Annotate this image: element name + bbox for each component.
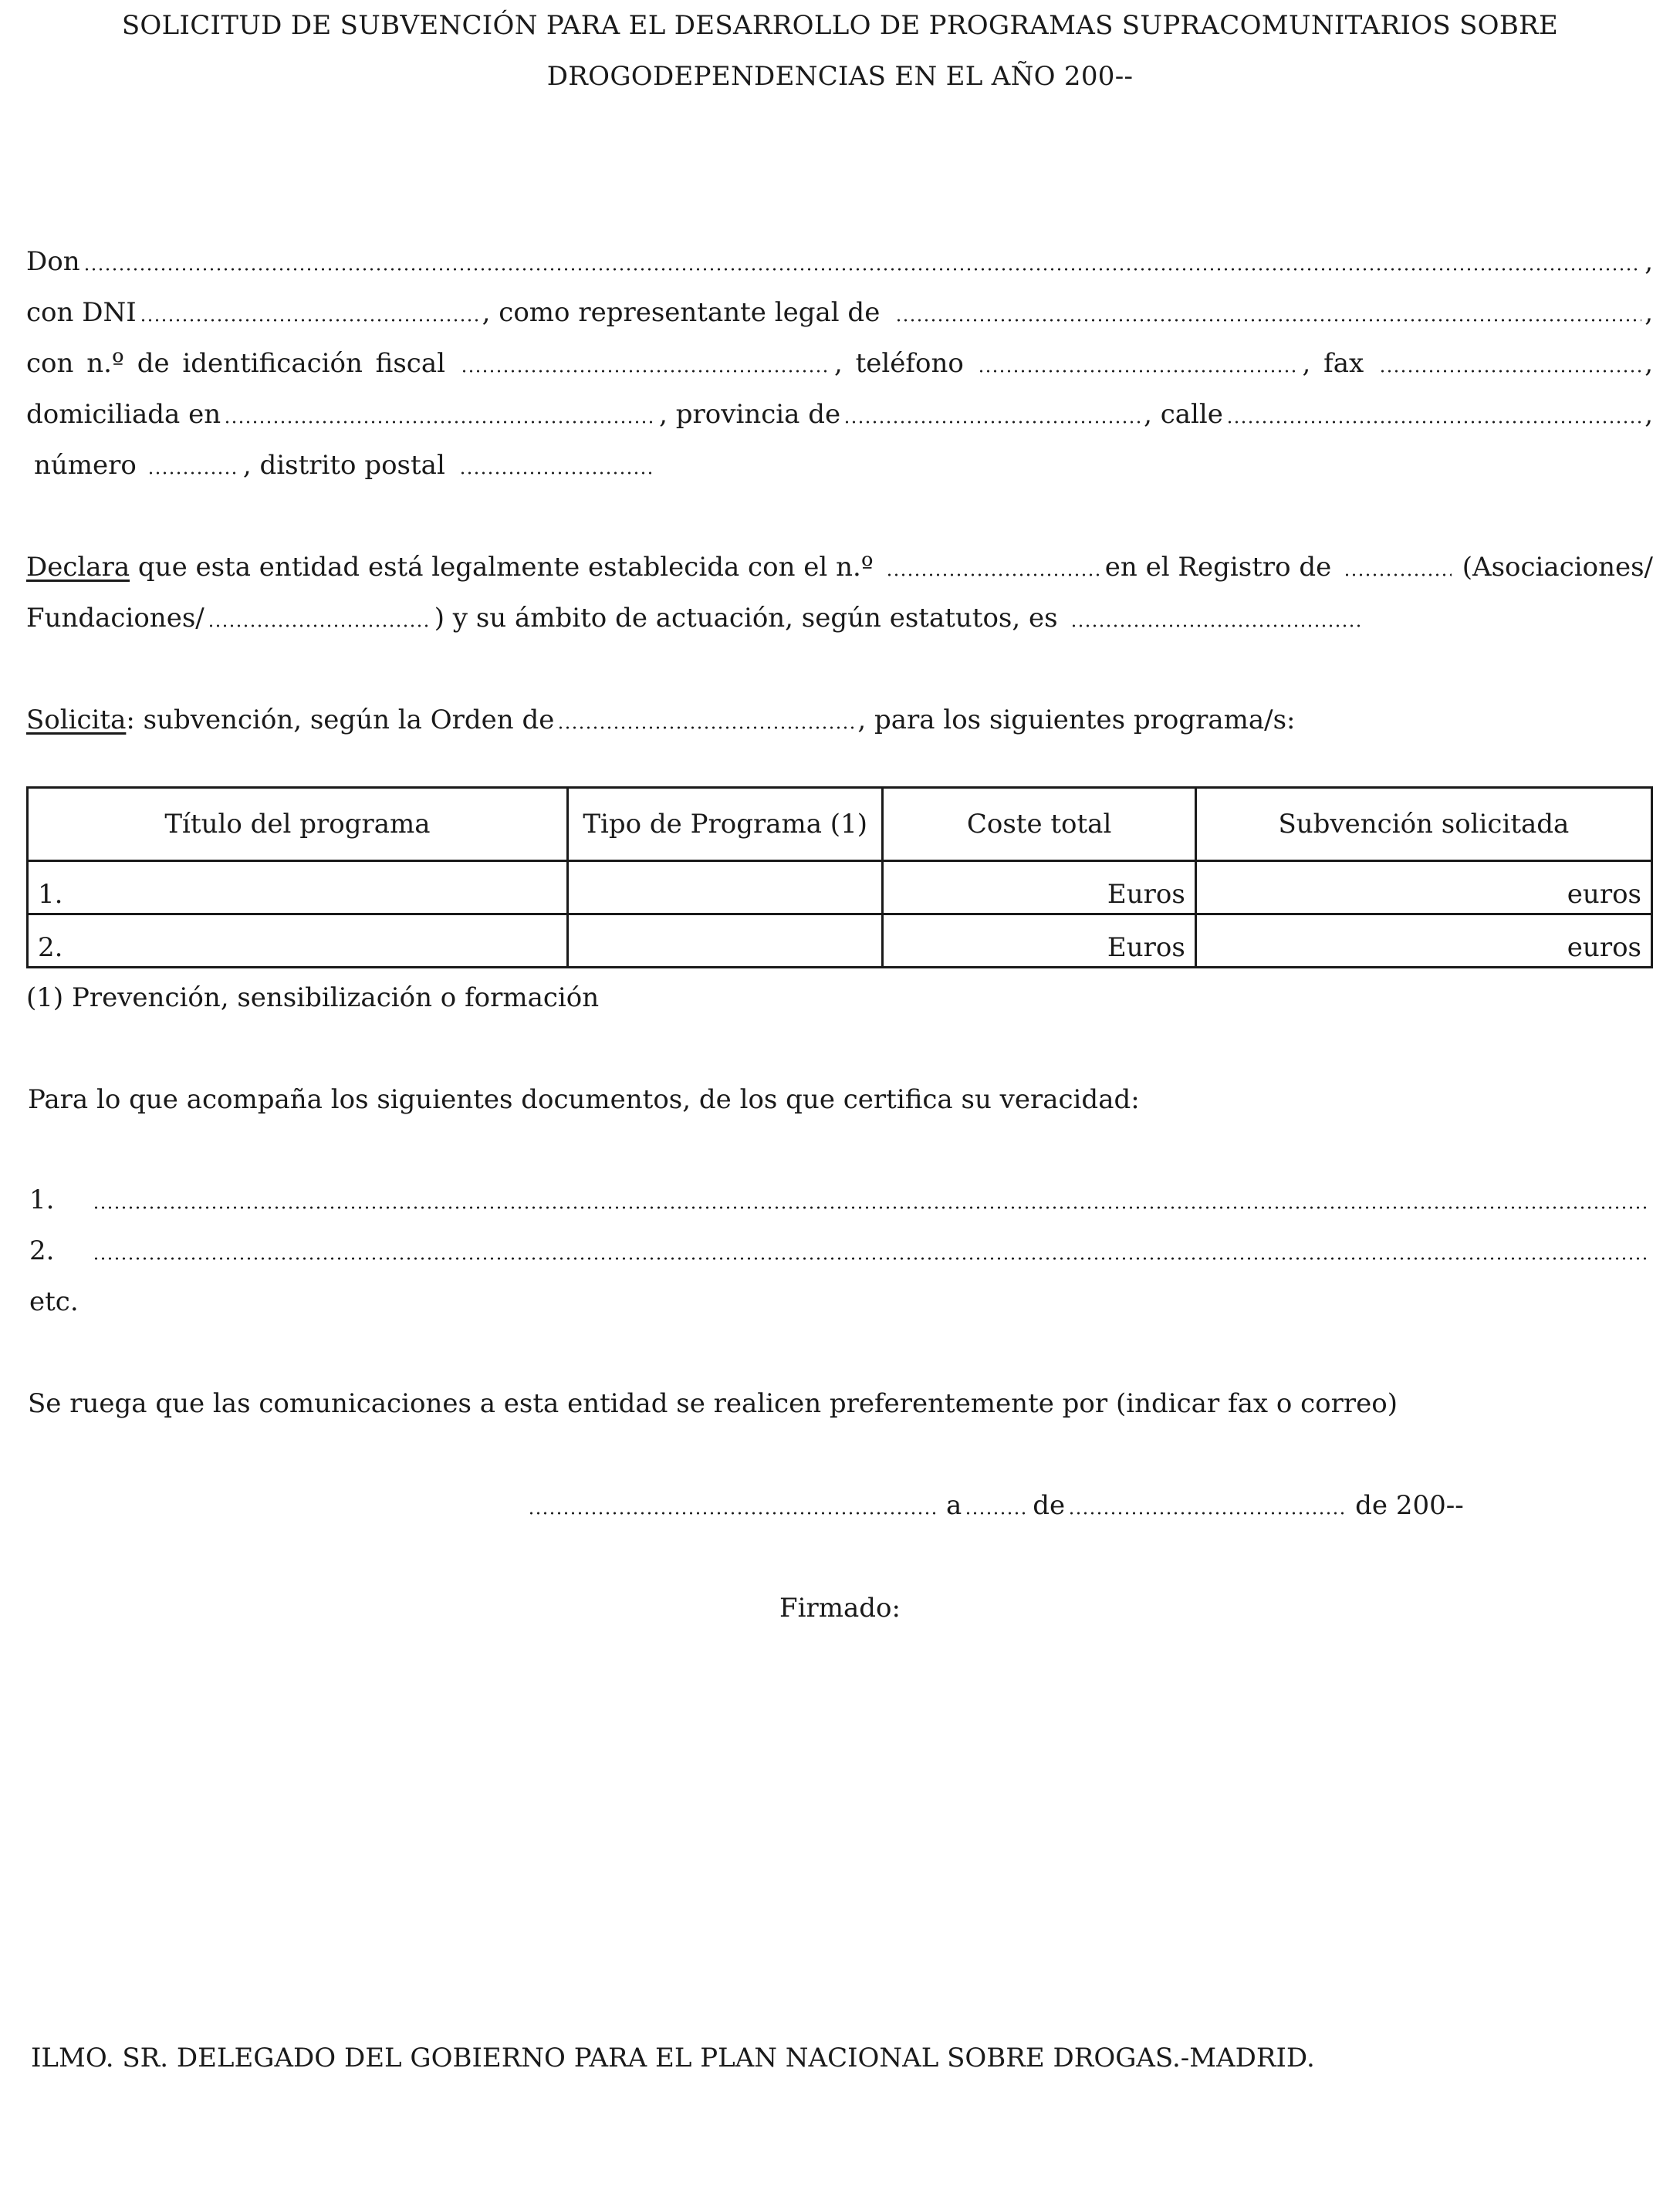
- label-solicita: Solicita: [26, 705, 127, 735]
- field-telefono[interactable]: [978, 370, 1300, 373]
- cell-titulo[interactable]: 2.: [28, 914, 568, 968]
- field-registro[interactable]: [1344, 573, 1451, 576]
- label-domiciliada: domiciliada en: [26, 399, 221, 430]
- field-lugar[interactable]: [528, 1512, 937, 1515]
- comma: ,: [1645, 399, 1653, 430]
- signature-label: Firmado:: [779, 1593, 901, 1624]
- label-representante: , como representante legal de: [482, 297, 881, 328]
- field-entity-name[interactable]: [895, 319, 1641, 322]
- cell-subvencion[interactable]: euros: [1195, 914, 1651, 968]
- row-don: [26, 245, 1653, 278]
- row-numero: [34, 449, 1653, 482]
- label-distrito: , distrito postal: [242, 450, 445, 481]
- comma: ,: [1645, 348, 1653, 379]
- cell-tipo[interactable]: [567, 914, 883, 968]
- field-mes[interactable]: [1068, 1512, 1346, 1515]
- field-numero[interactable]: [147, 471, 240, 475]
- date-line: [525, 1489, 1482, 1522]
- field-dni[interactable]: [140, 319, 479, 322]
- comma: ,: [1645, 246, 1653, 277]
- label-dni: con DNI: [26, 297, 137, 328]
- label-nif: con n.º de identificación fiscal: [26, 348, 445, 379]
- cell-coste[interactable]: Euros: [883, 861, 1195, 914]
- row-declara: [26, 551, 1653, 583]
- table-footnote: (1) Prevención, sensibilización o formación: [26, 982, 600, 1013]
- row-solicita: [26, 704, 1653, 736]
- field-document-2[interactable]: [93, 1257, 1650, 1260]
- label-fax: , fax: [1302, 348, 1364, 379]
- table-row: [28, 861, 1652, 914]
- label-calle: , calle: [1144, 399, 1223, 430]
- title-line-2: DROGODEPENDENCIAS EN EL AÑO 200--: [546, 61, 1134, 92]
- label-asociaciones: (Asociaciones/: [1462, 552, 1653, 583]
- label-fundaciones: Fundaciones/: [26, 603, 205, 634]
- label-telefono: , teléfono: [834, 348, 964, 379]
- label-a: a: [946, 1490, 962, 1521]
- documents-intro: Para lo que acompaña los siguientes documentos, de los que certifica su veracidad:: [28, 1084, 1140, 1115]
- text-solicita: : subvención, según la Orden de: [126, 705, 555, 735]
- cell-coste[interactable]: Euros: [883, 914, 1195, 968]
- programs-table: [26, 786, 1653, 968]
- header-subvencion: Subvención solicitada: [1195, 788, 1651, 861]
- header-titulo: Título del programa: [28, 788, 568, 861]
- label-registro: en el Registro de: [1104, 552, 1332, 583]
- table-row: [28, 914, 1652, 968]
- field-ambito[interactable]: [1070, 624, 1364, 627]
- title-line-1: SOLICITUD DE SUBVENCIÓN PARA EL DESARROLLO DE PROGRAMAS SUPRACOMUNITARIOS SOBRE: [121, 10, 1559, 41]
- document-item-2: [29, 1235, 1653, 1267]
- cell-tipo[interactable]: [567, 861, 883, 914]
- field-orden[interactable]: [557, 726, 854, 729]
- cell-subvencion[interactable]: euros: [1195, 861, 1651, 914]
- field-calle[interactable]: [1226, 421, 1641, 424]
- header-tipo: Tipo de Programa (1): [567, 788, 883, 861]
- communications-note: Se ruega que las comunicaciones a esta entidad se realicen preferentemente por (indicar fax o correo): [28, 1388, 1398, 1419]
- signature-area[interactable]: [679, 1636, 1003, 1945]
- field-nif[interactable]: [461, 370, 831, 373]
- comma: ,: [1645, 297, 1653, 328]
- label-numero: número: [34, 450, 137, 481]
- document-number: 2.: [29, 1235, 55, 1266]
- row-domicilio: [26, 398, 1653, 431]
- document-item-1: [29, 1184, 1653, 1216]
- field-domicilio[interactable]: [224, 421, 656, 424]
- header-coste: Coste total: [883, 788, 1195, 861]
- cell-titulo[interactable]: 1.: [28, 861, 568, 914]
- addressee: ILMO. SR. DELEGADO DEL GOBIERNO PARA EL PLAN NACIONAL SOBRE DROGAS.-MADRID.: [31, 2043, 1315, 2073]
- label-provincia: , provincia de: [659, 399, 841, 430]
- field-numero-registro[interactable]: [886, 573, 1102, 576]
- documents-etc: etc.: [29, 1286, 79, 1317]
- row-fundaciones: [26, 602, 1653, 634]
- label-de: de: [1033, 1490, 1066, 1521]
- field-distrito[interactable]: [459, 471, 652, 475]
- label-year: de 200--: [1355, 1490, 1464, 1521]
- field-document-1[interactable]: [93, 1206, 1650, 1209]
- text-declara: que esta entidad está legalmente establecida con el n.º: [130, 552, 874, 583]
- text-programas: , para los siguientes programa/s:: [857, 705, 1296, 735]
- table-header-row: [28, 788, 1652, 861]
- row-dni: [26, 296, 1653, 329]
- label-declara: Declara: [26, 552, 130, 583]
- field-don-name[interactable]: [83, 268, 1642, 271]
- field-fax[interactable]: [1379, 370, 1641, 373]
- field-otro-registro[interactable]: [208, 624, 431, 627]
- row-nif: [26, 347, 1653, 380]
- document-number: 1.: [29, 1184, 55, 1215]
- label-don: Don: [26, 246, 80, 277]
- label-ambito: ) y su ámbito de actuación, según estatutos, es: [434, 603, 1058, 634]
- field-provincia[interactable]: [843, 421, 1141, 424]
- field-dia[interactable]: [965, 1512, 1025, 1515]
